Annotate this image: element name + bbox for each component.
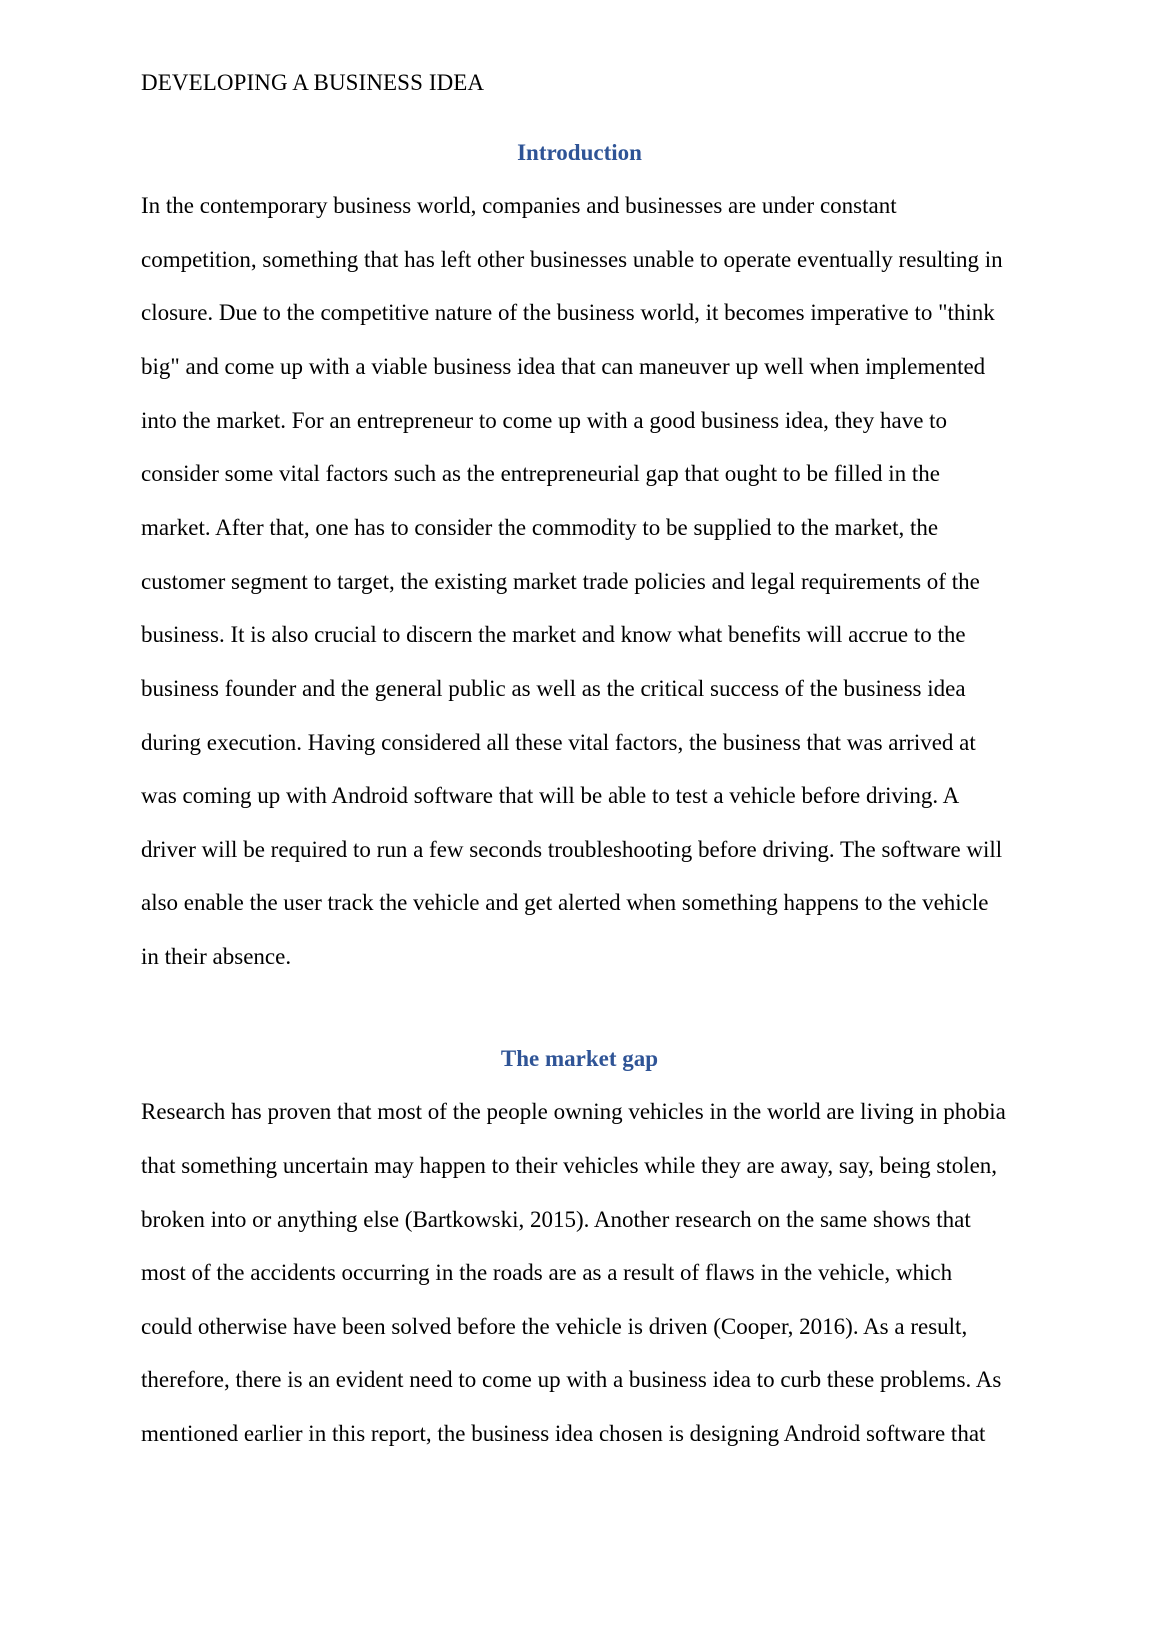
paragraph-line: business founder and the general public as well as the critical success of the business idea xyxy=(141,676,966,701)
section-heading-introduction: Introduction xyxy=(517,140,642,165)
paragraph-line: market. After that, one has to consider the commodity to be supplied to the market, the xyxy=(141,515,939,540)
paragraph-line: big" and come up with a viable business idea that can maneuver up well when implemented xyxy=(141,354,986,379)
paragraph-line: competition, something that has left other businesses unable to operate eventually resulting in xyxy=(141,247,1003,272)
running-head: DEVELOPING A BUSINESS IDEA xyxy=(141,70,485,95)
paragraph-line: mentioned earlier in this report, the business idea chosen is designing Android software that xyxy=(141,1421,986,1446)
paragraph-line: into the market. For an entrepreneur to come up with a good business idea, they have to xyxy=(141,408,948,433)
paragraph-line: therefore, there is an evident need to come up with a business idea to curb these problems. As xyxy=(141,1367,1002,1392)
paragraph-line: during execution. Having considered all these vital factors, the business that was arrived at xyxy=(141,730,976,755)
paragraph-line: business. It is also crucial to discern the market and know what benefits will accrue to the xyxy=(141,622,966,647)
paragraph-line: consider some vital factors such as the entrepreneurial gap that ought to be filled in the xyxy=(141,461,940,486)
paragraph-line: was coming up with Android software that will be able to test a vehicle before driving. A xyxy=(141,783,960,808)
paragraph-line: customer segment to target, the existing market trade policies and legal requirements of the xyxy=(141,569,980,594)
paragraph-line: also enable the user track the vehicle and get alerted when something happens to the vehicle xyxy=(141,890,989,915)
paragraph-line: broken into or anything else (Bartkowski, 2015). Another research on the same shows that xyxy=(141,1207,971,1232)
paragraph-line: Research has proven that most of the people owning vehicles in the world are living in phobia xyxy=(141,1099,1006,1124)
paragraph-line: could otherwise have been solved before the vehicle is driven (Cooper, 2016). As a result, xyxy=(141,1314,968,1339)
section-heading-market-gap: The market gap xyxy=(500,1046,659,1071)
paragraph-line: driver will be required to run a few seconds troubleshooting before driving. The software will xyxy=(141,837,1003,862)
paragraph-line: In the contemporary business world, companies and businesses are under constant xyxy=(141,193,897,218)
paragraph-line: in their absence. xyxy=(141,944,292,969)
paragraph-line: that something uncertain may happen to their vehicles while they are away, say, being stolen, xyxy=(141,1153,998,1178)
paragraph-line: closure. Due to the competitive nature of the business world, it becomes imperative to "think xyxy=(141,300,995,325)
paragraph-line: most of the accidents occurring in the roads are as a result of flaws in the vehicle, which xyxy=(141,1260,953,1285)
